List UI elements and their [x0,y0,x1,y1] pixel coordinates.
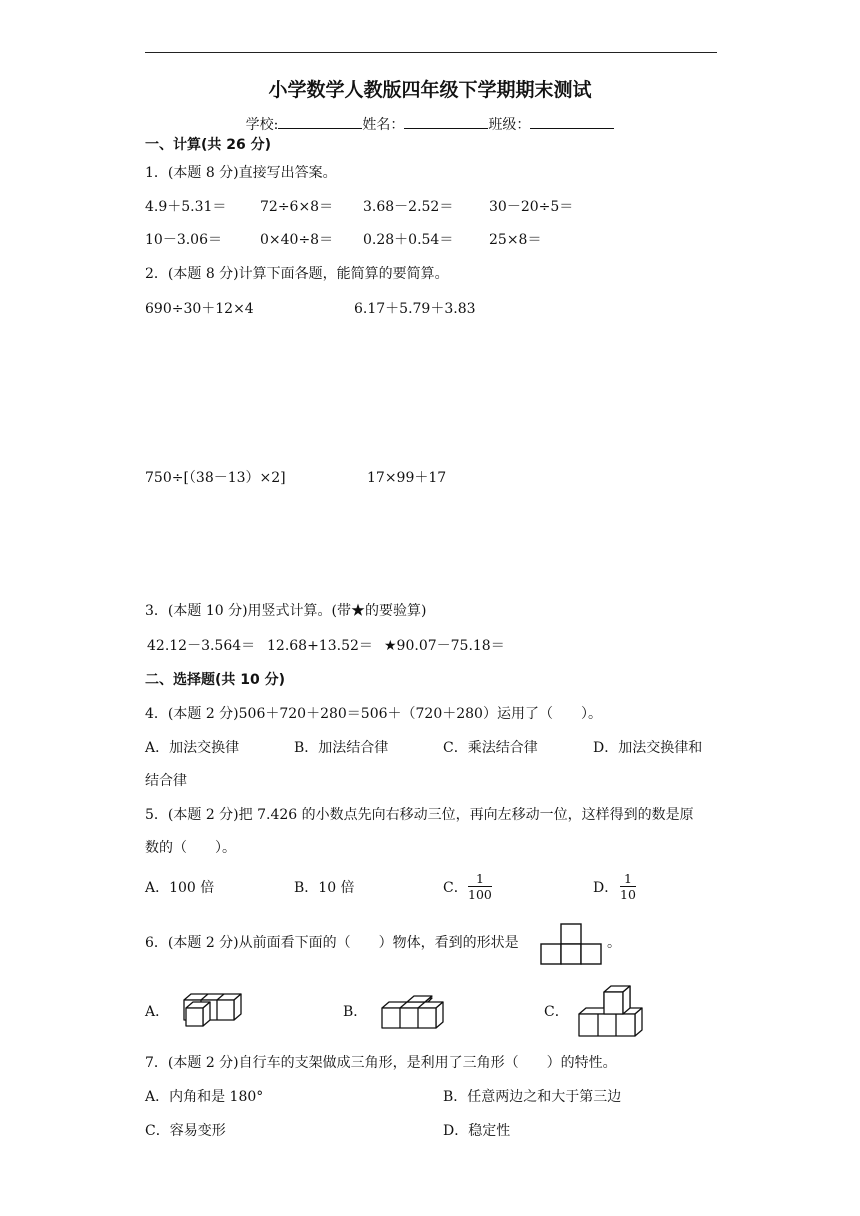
fraction-numerator: 1 [468,871,492,887]
q6-option-b[interactable]: B． [343,1004,368,1020]
student-info-line [0,114,860,134]
q5-option-d-fraction [620,871,636,902]
page-title: 小学数学人教版四年级下学期期末测试 [268,79,592,101]
q6-option-a[interactable]: A． [145,1004,170,1020]
q5-option-b[interactable]: B．10 倍 [294,880,355,896]
q4-option-c[interactable]: C．乘法结合律 [443,740,538,756]
fraction-denominator: 10 [620,887,636,902]
q3-item: 12.68+13.52＝ [267,638,373,654]
q1-item: 0×40÷8＝ [260,232,334,248]
q4-stem: 4．(本题 2 分)506＋720＋280＝506＋（720＋280）运用了（ ）。 [145,706,602,722]
q5-option-c[interactable]: C． [443,880,468,896]
q1-item: 30－20÷5＝ [489,199,574,215]
q2-item: 17×99＋17 [367,470,447,486]
q5-stem: 5．(本题 2 分)把 7.426 的小数点先向右移动三位，再向左移动一位，这样得到的数是原 [145,807,694,823]
q6-option-c[interactable]: C． [544,1004,569,1020]
front-view-figure [540,923,604,965]
q1-item: 10－3.06＝ [145,232,222,248]
q2-stem: 2．(本题 8 分)计算下面各题，能简算的要简算。 [145,266,449,282]
section-2-heading: 二、选择题(共 10 分) [145,672,286,688]
q7-option-a[interactable]: A．内角和是 180° [145,1089,264,1105]
q7-option-b[interactable]: B．任意两边之和大于第三边 [443,1089,622,1105]
q2-item: 6.17＋5.79＋3.83 [354,301,476,317]
q1-item: 25×8＝ [489,232,542,248]
q3-item: 42.12－3.564＝ [147,638,256,654]
q6-stem-end: 。 [607,935,621,951]
fraction-denominator: 100 [468,887,492,902]
q1-item: 0.28＋0.54＝ [363,232,454,248]
q3-item: ★90.07－75.18＝ [384,638,505,654]
q5-option-c-fraction [468,871,492,902]
q1-item: 72÷6×8＝ [260,199,334,215]
q7-stem: 7．(本题 2 分)自行车的支架做成三角形，是利用了三角形（ ）的特性。 [145,1055,617,1071]
q6-option-b-figure [380,996,450,1030]
q5-option-d[interactable]: D． [593,880,619,896]
name-blank[interactable] [404,114,488,129]
q2-item: 690÷30＋12×4 [145,301,254,317]
q7-option-d[interactable]: D．稳定性 [443,1123,511,1139]
q6-option-a-figure [172,993,244,1029]
q5-stem-cont: 数的（ ）。 [145,840,236,856]
q3-stem: 3．(本题 10 分)用竖式计算。(带★的要验算) [145,603,427,619]
school-blank[interactable] [278,114,362,129]
name-label: 姓名： [362,117,405,133]
q1-item: 3.68－2.52＝ [363,199,454,215]
q4-option-b[interactable]: B．加法结合律 [294,740,389,756]
fraction-numerator: 1 [620,871,636,887]
header-rule [145,52,717,53]
section-1-heading: 一、计算(共 26 分) [145,137,272,153]
class-blank[interactable] [530,114,614,129]
school-label: 学校: [245,117,279,133]
q7-option-c[interactable]: C．容易变形 [145,1123,226,1139]
q4-option-a[interactable]: A．加法交换律 [145,740,240,756]
q6-option-c-figure [577,984,647,1040]
q4-option-d-cont: 结合律 [145,773,187,789]
class-label: 班级： [488,117,531,133]
q6-stem: 6．(本题 2 分)从前面看下面的（ ）物体，看到的形状是 [145,935,519,951]
q2-item: 750÷[（38－13）×2] [145,470,286,486]
q1-stem: 1．(本题 8 分)直接写出答案。 [145,165,337,181]
q1-item: 4.9＋5.31＝ [145,199,227,215]
q4-option-d[interactable]: D．加法交换律和 [593,740,703,756]
q5-option-a[interactable]: A．100 倍 [145,880,215,896]
